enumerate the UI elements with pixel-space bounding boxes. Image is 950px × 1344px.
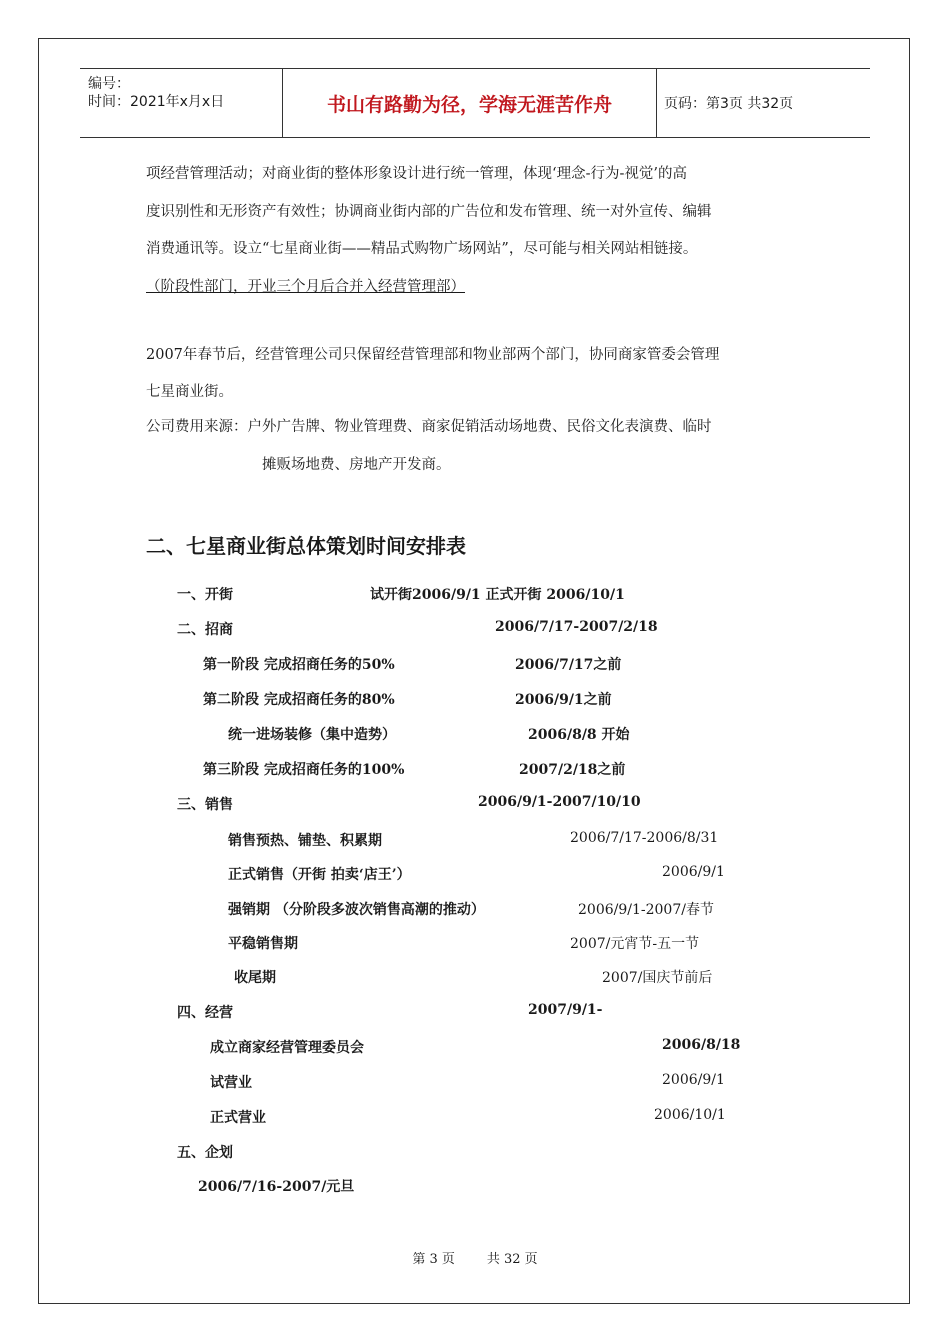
schedule-value: 2006/8/8 开始	[528, 727, 630, 743]
schedule-label: 成立商家经营管理委员会	[210, 1040, 364, 1056]
schedule-value: 试开街2006/9/1 正式开街 2006/10/1	[370, 587, 625, 603]
schedule-value: 2006/7/17-2006/8/31	[570, 830, 719, 846]
schedule-label: 第三阶段 完成招商任务的100%	[203, 762, 405, 778]
body-text: 2007年春节后，经营管理公司只保留经营管理部和物业部两个部门，协同商家管委会管理	[146, 347, 720, 363]
date-line: 时间：2021年x月x日	[88, 94, 225, 110]
schedule-label: 销售预热、铺垫、积累期	[228, 833, 382, 849]
schedule-label: 正式营业	[210, 1110, 266, 1126]
schedule-label: 正式销售（开街 拍卖‘店王’）	[228, 867, 411, 883]
schedule-value: 2006/8/18	[662, 1037, 741, 1053]
schedule-value: 2006/7/17之前	[515, 657, 622, 673]
schedule-value: 2006/7/17-2007/2/18	[495, 619, 658, 635]
schedule-label: 二、招商	[177, 622, 233, 638]
schedule-value: 2006/9/1-2007/春节	[578, 902, 714, 918]
header-page-info: 页码：第3页 共32页	[664, 96, 794, 112]
schedule-value: 2006/10/1	[654, 1107, 726, 1123]
schedule-label: 第一阶段 完成招商任务的50%	[203, 657, 395, 673]
page-footer	[0, 1248, 950, 1267]
schedule-value: 2006/7/16-2007/元旦	[198, 1179, 355, 1195]
schedule-label: 收尾期	[234, 970, 276, 986]
body-text: 七星商业街。	[146, 384, 233, 400]
schedule-label: 一、开街	[177, 587, 233, 603]
schedule-value: 2006/9/1	[662, 1072, 725, 1088]
header-motto: 书山有路勤为径，学海无涯苦作舟	[283, 69, 657, 137]
schedule-label: 三、销售	[177, 797, 233, 813]
body-text: 项经营管理活动；对商业街的整体形象设计进行统一管理，体现‘理念-行为-视觉’的高	[146, 166, 688, 182]
body-text: 度识别性和无形资产有效性；协调商业街内部的广告位和发布管理、统一对外宣传、编辑	[146, 204, 712, 220]
schedule-label: 统一进场装修（集中造势）	[228, 727, 396, 743]
section-title: 二、七星商业街总体策划时间安排表	[146, 534, 466, 558]
schedule-label: 五、企划	[177, 1145, 233, 1161]
schedule-value: 2007/2/18之前	[519, 762, 626, 778]
body-text: 公司费用来源：户外广告牌、物业管理费、商家促销活动场地费、民俗文化表演费、临时	[146, 419, 712, 435]
page-border	[38, 38, 910, 1304]
schedule-label: 第二阶段 完成招商任务的80%	[203, 692, 395, 708]
page-header	[80, 68, 870, 138]
footer-page: 第 3 页	[412, 1252, 455, 1267]
header-meta	[80, 69, 283, 137]
footer-total: 共 32 页	[486, 1252, 538, 1267]
schedule-label: 试营业	[210, 1075, 252, 1091]
number-label: 编号：	[88, 76, 130, 92]
schedule-value: 2007/国庆节前后	[602, 970, 713, 986]
schedule-label: 平稳销售期	[228, 936, 298, 952]
schedule-value: 2007/9/1-	[528, 1002, 603, 1018]
body-text: 消费通讯等。设立“七星商业街——精品式购物广场网站”，尽可能与相关网站相链接。	[146, 241, 698, 257]
body-text: 摊贩场地费、房地产开发商。	[262, 457, 451, 473]
schedule-label: 四、经营	[177, 1005, 233, 1021]
schedule-value: 2006/9/1之前	[515, 692, 612, 708]
schedule-value: 2006/9/1	[662, 864, 725, 880]
schedule-value: 2006/9/1-2007/10/10	[478, 794, 641, 810]
body-note: （阶段性部门，开业三个月后合并入经营管理部）	[146, 279, 465, 295]
schedule-label: 强销期 （分阶段多波次销售高潮的推动）	[228, 902, 485, 918]
schedule-value: 2007/元宵节-五一节	[570, 936, 700, 952]
